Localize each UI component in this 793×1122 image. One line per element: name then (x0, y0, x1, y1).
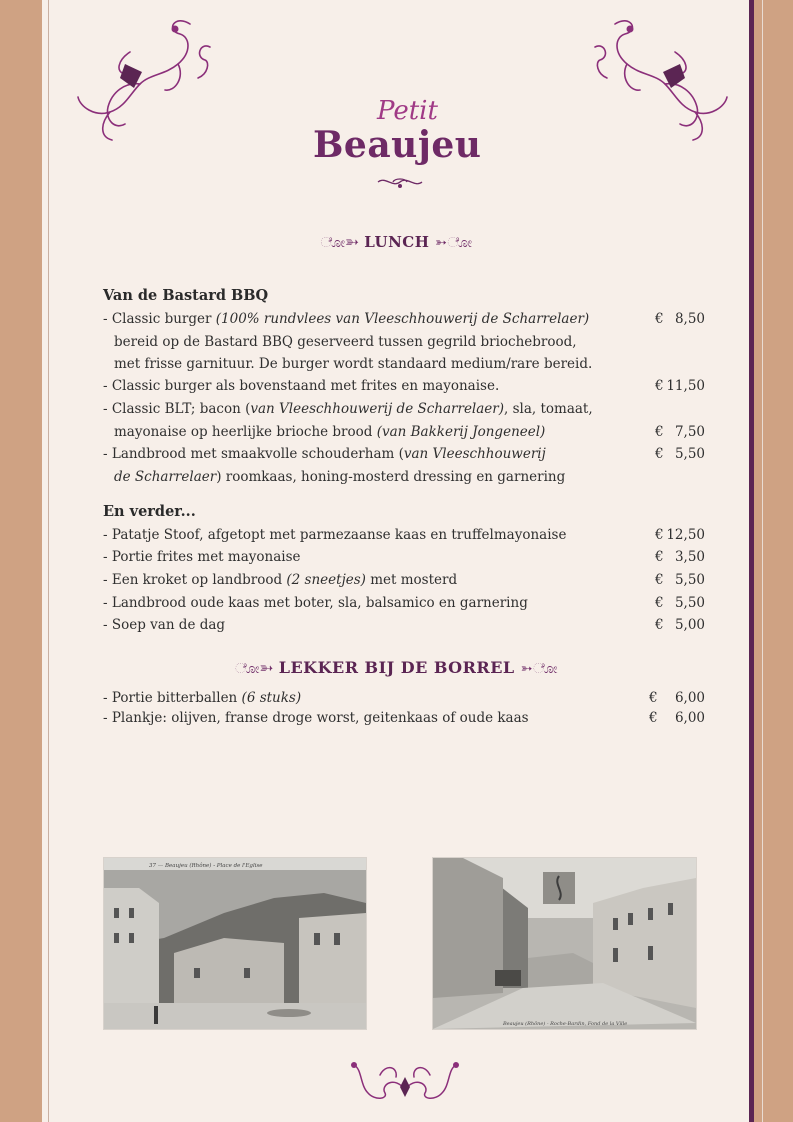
menu-line: - Soep van de dag (103, 617, 226, 633)
vintage-postcard-photo (103, 857, 367, 1030)
menu-line: - Portie frites met mayonaise (103, 549, 301, 565)
lunch-heading-text: LUNCH (364, 233, 430, 251)
menu-line: - Landbrood oude kaas met boter, sla, balsamico en garnering (103, 595, 528, 611)
menu-line: bereid op de Bastard BBQ geserveerd tussen gegrild briochebrood, (114, 334, 577, 350)
logo-flourish-icon (375, 174, 425, 190)
logo (300, 96, 500, 196)
flourish-divider-icon: ೋ➳ (234, 661, 279, 677)
menu-line: - Classic BLT; bacon (van Vleeschhouwerij de Scharrelaer), sla, tomaat, (103, 401, 593, 417)
flourish-bottom-ornament-icon (350, 1055, 460, 1103)
lunch-heading (0, 233, 793, 251)
menu-line: - Portie bitterballen (6 stuks) (103, 690, 302, 706)
right-border-rule-thin (762, 0, 763, 1122)
menu-line: - Patatje Stoof, afgetopt met parmezaanse kaas en truffelmayonaise (103, 527, 567, 543)
logo-petit: Petit (377, 96, 438, 126)
borrel-heading-text: LEKKER BIJ DE BORREL (278, 658, 515, 677)
photo-caption: Beaujeu (Rhône) - Roche-Bardin, Fond de la Ville (503, 1021, 628, 1027)
menu-line: - Landbrood met smaakvolle schouderham (van Vleeschhouwerij (103, 446, 546, 462)
menu-line: - Een kroket op landbrood (2 sneetjes) met mosterd (103, 572, 458, 588)
logo-name: Beaujeu (313, 124, 482, 166)
group-title-bbq: Van de Bastard BBQ (103, 287, 269, 304)
photo-caption: 37 — Beaujeu (Rhône) - Place de l'Eglise (149, 863, 263, 869)
menu-line: - Classic burger als bovenstaand met frites en mayonaise. (103, 378, 500, 394)
flourish-corner-ornament-left-icon (70, 12, 220, 142)
flourish-corner-ornament-right-icon (585, 12, 735, 142)
group-title-verder: En verder... (103, 503, 196, 520)
flourish-divider-icon: ➳ೋ (520, 661, 559, 677)
right-border-rule (749, 0, 754, 1122)
flourish-divider-icon: ೋ➳ (320, 235, 365, 251)
menu-line: met frisse garnituur. De burger wordt standaard medium/rare bereid. (114, 356, 593, 372)
flourish-divider-icon: ➳ೋ (435, 235, 473, 251)
vintage-postcard-photo (432, 857, 697, 1030)
menu-line: de Scharrelaer) roomkaas, honing-mosterd dressing en garnering (114, 469, 566, 485)
left-border-rule (48, 0, 49, 1122)
menu-line: - Plankje: olijven, franse droge worst, geitenkaas of oude kaas (103, 710, 529, 726)
borrel-heading (0, 658, 793, 677)
menu-line: mayonaise op heerlijke brioche brood (van Bakkerij Jongeneel) (114, 424, 546, 440)
menu-line: - Classic burger (100% rundvlees van Vleeschhouwerij de Scharrelaer) (103, 311, 590, 327)
